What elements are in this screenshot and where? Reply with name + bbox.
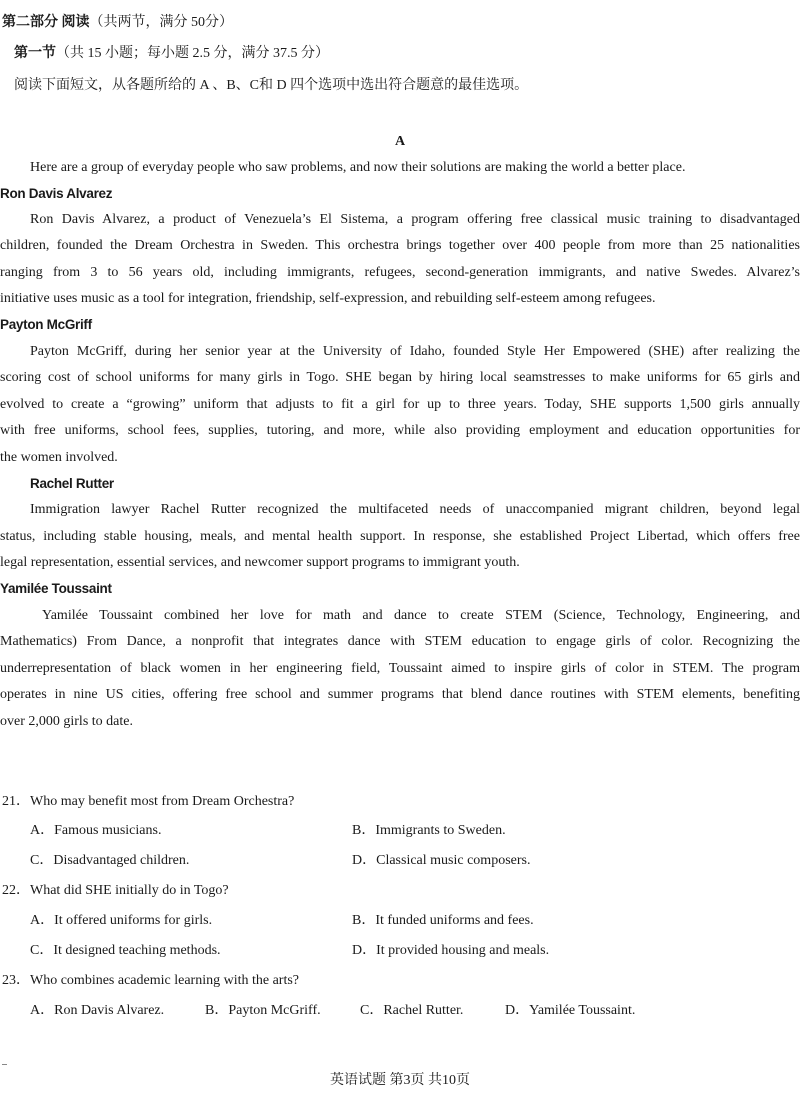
profile-line: legal representation, essential services, and newcomer support programs to immigrant youth. [0,555,520,570]
profile-line: scoring cost of school uniforms for many girls in Togo. SHE began by hiring local seamstresses to make uniforms for 65 girls and [0,370,800,385]
profile-line: Payton McGriff, during her senior year at the University of Idaho, founded Style Her Empowered (SHE) after realizing the [30,344,800,359]
instruction: 阅读下面短文，从各题所给的 A 、B、C和 D 四个选项中选出符合题意的最佳选项。 [14,78,529,93]
question-22-option-d: D．It provided housing and meals. [352,943,550,958]
question-21-option-d: D．Classical music composers. [352,853,531,868]
question-23-option-c: C．Rachel Rutter. [360,1003,464,1018]
section-note: （共 15 小题；每小题 2.5 分，满分 37.5 分） [56,46,329,61]
question-21-option-c: C．Disadvantaged children. [30,853,190,868]
page-mark [2,1064,7,1065]
question-22-option-a: A．It offered uniforms for girls. [30,913,213,928]
profile-line: over 2,000 girls to date. [0,714,133,729]
profile-line: Immigration lawyer Rachel Rutter recognized the multifaceted needs of unaccompanied migrant children, beyond legal [30,502,800,517]
profile-line: ranging from 3 to 56 years old, including immigrants, refugees, second-generation immigrants, and native Swedes. Alvarez’s [0,265,800,280]
part-title: 第二部分 阅读 [2,15,90,30]
profile-line: Ron Davis Alvarez, a product of Venezuela’s El Sistema, a program offering free classical music training to disadvantaged [30,212,800,227]
section-title: 第一节 [14,46,56,61]
question-stem-21: 21．Who may benefit most from Dream Orchestra? [2,794,295,809]
section-heading [14,45,329,63]
profile-name-toussaint: Yamilée Toussaint [0,581,112,596]
profile-name-alvarez: Ron Davis Alvarez [0,186,113,201]
question-23-option-a: A．Ron Davis Alvarez. [30,1003,165,1018]
profile-line: evolved to create a “growing” uniform that adjusts to fit a girl for up to three years. Today, SHE supports 1,500 girls annually [0,397,800,412]
profile-line: status, including stable housing, meals, and mental health support. In response, she established Project Libertad, which offers free [0,529,800,544]
profile-line: operates in nine US cities, offering free school and summer programs that blend dance routines with STEM elements, benefiting [0,687,800,702]
question-22-option-c: C．It designed teaching methods. [30,943,221,958]
profile-name-rutter: Rachel Rutter [30,476,114,491]
question-21-option-a: A．Famous musicians. [30,823,162,838]
question-stem-22: 22．What did SHE initially do in Togo? [2,883,229,898]
profile-line: the women involved. [0,450,118,465]
passage-intro: Here are a group of everyday people who saw problems, and now their solutions are making the world a better place. [30,160,686,175]
passage-label: A [394,134,406,149]
profile-line: with free uniforms, school fees, supplies, tutoring, and more, while also providing employment and education opportunities for [0,423,800,438]
question-21-option-b: B．Immigrants to Sweden. [352,823,506,838]
question-stem-23: 23．Who combines academic learning with the arts? [2,973,300,988]
question-23-option-d: D．Yamilée Toussaint. [505,1003,636,1018]
part-heading [2,14,233,32]
page-footer: 英语试题 第3页 共10页 [330,1073,470,1088]
question-23-option-b: B．Payton McGriff. [205,1003,321,1018]
part-note: （共两节，满分 50分） [89,15,233,30]
profile-line: children, founded the Dream Orchestra in Sweden. This orchestra brings together over 400 people from more than 25 nationalities [0,238,800,253]
profile-line: Mathematics) From Dance, a nonprofit that integrates dance with STEM education to engage girls of color. Recognizing the [0,634,800,649]
profile-line: Yamilée Toussaint combined her love for math and dance to create STEM (Science, Technology, Engineering, and [42,608,800,623]
profile-line: initiative uses music as a tool for integration, friendship, self-expression, and rebuilding self-esteem among refugees. [0,291,656,306]
question-22-option-b: B．It funded uniforms and fees. [352,913,534,928]
profile-name-mcgriff: Payton McGriff [0,317,92,332]
profile-line: underrepresentation of black women in her engineering field, Toussaint aimed to inspire girls of color in STEM. The program [0,661,800,676]
